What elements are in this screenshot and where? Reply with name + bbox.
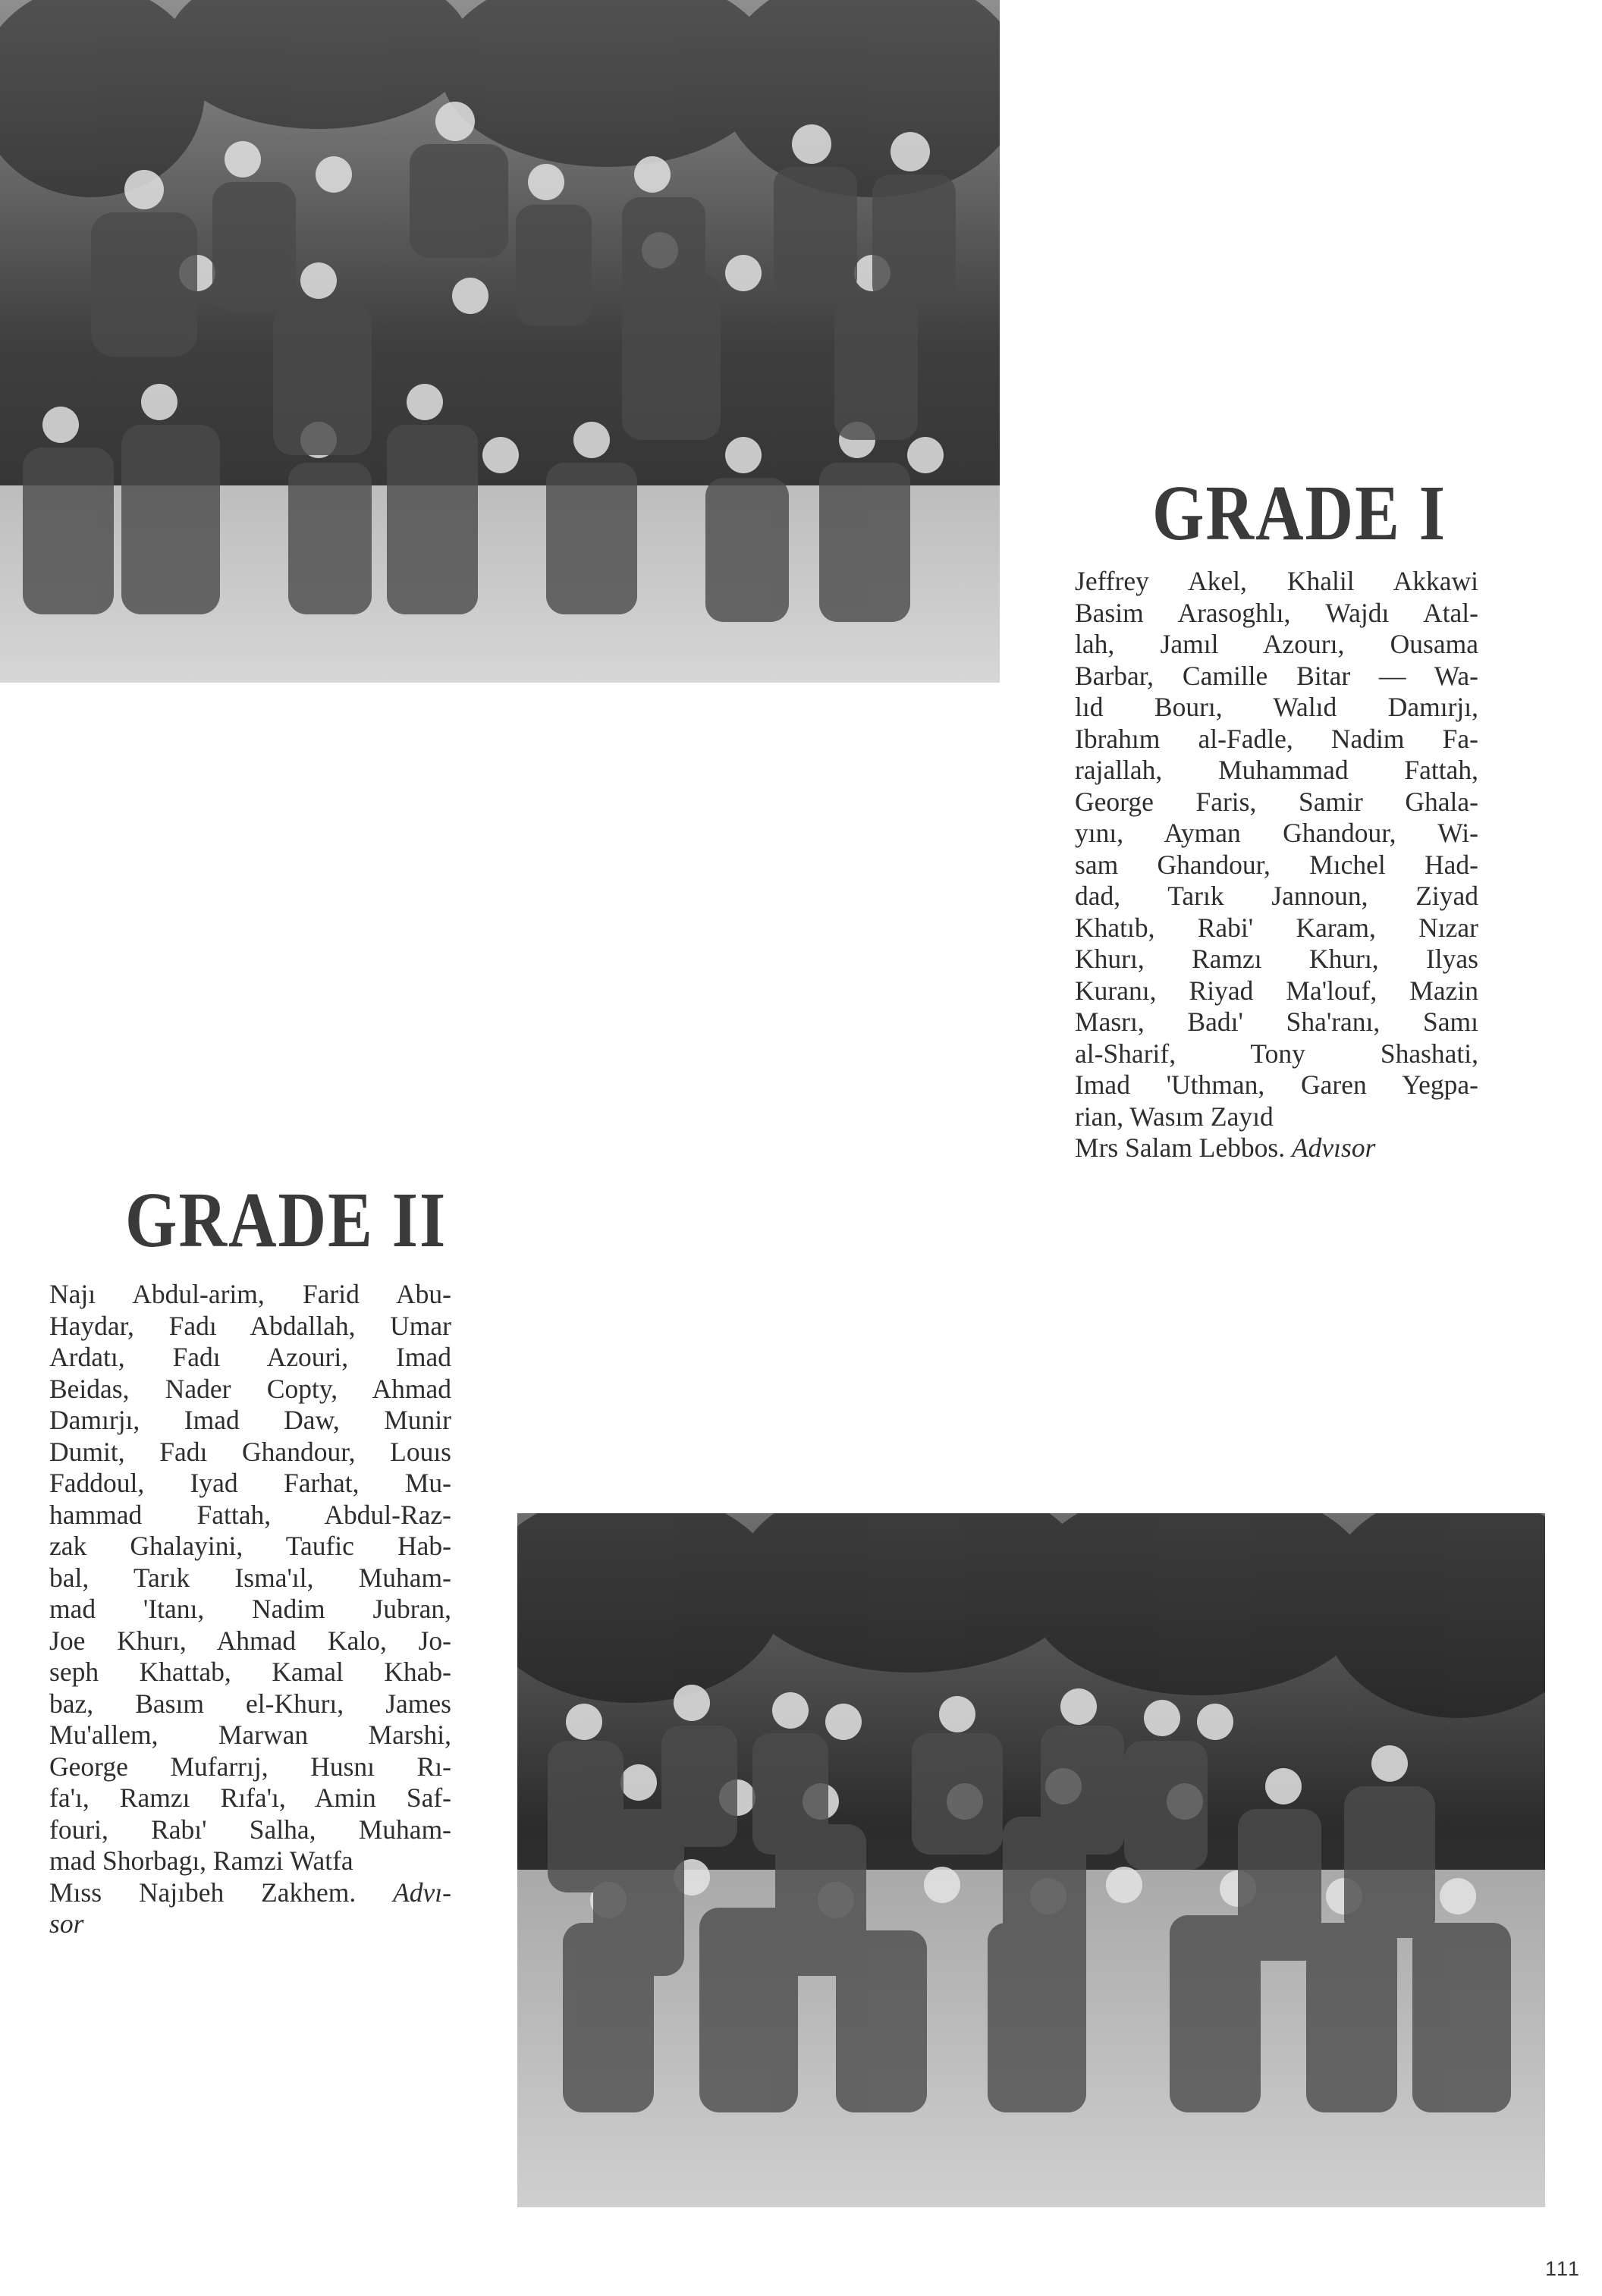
grade-2-names-line: Najı Abdul-arim, Farid Abu-: [49, 1279, 451, 1309]
grade-2-names-line: fouri, Rabı' Salha, Muham-: [49, 1814, 451, 1845]
grade-1-names-line: al-Sharif, Tony Shashati,: [1075, 1038, 1478, 1069]
grade-1-class-photo: [0, 0, 1000, 683]
grade-1-heading: GRADE I: [1152, 470, 1447, 558]
grade-2-advisor-role: Advı-: [393, 1877, 451, 1908]
grade-2-names-line: Dumit, Fadı Ghandour, Louıs: [49, 1436, 451, 1467]
grade-1-names-line: rajallah, Muhammad Fattah,: [1075, 755, 1478, 785]
grade-1-photo-placeholder: [0, 0, 1000, 683]
grade-2-names-line: mad Shorbagı, Ramzi Watfa: [49, 1845, 353, 1876]
grade-2-advisor-name: Mıss Najıbeh Zakhem.: [49, 1877, 357, 1908]
grade-2-names-line: Ardatı, Fadı Azouri, Imad: [49, 1342, 451, 1372]
grade-2-names-line: Faddoul, Iyad Farhat, Mu-: [49, 1468, 451, 1498]
grade-2-advisor: [49, 1877, 451, 1909]
grade-1-advisor-role: Advısor: [1291, 1132, 1376, 1163]
grade-1-names-line: Basim Arasoghlı, Wajdı Atal-: [1075, 597, 1478, 628]
grade-2-names-line: George Mufarrıj, Husnı Rı-: [49, 1751, 451, 1782]
grade-2-names-line: Mu'allem, Marwan Marshi,: [49, 1720, 451, 1750]
grade-1-names-line: George Faris, Samir Ghala-: [1075, 786, 1478, 817]
grade-1-names-line: Jeffrey Akel, Khalil Akkawi: [1075, 566, 1478, 596]
page-number: 111: [1544, 2257, 1581, 2280]
grade-2-names-line: seph Khattab, Kamal Khab-: [49, 1657, 451, 1687]
grade-2-class-photo: [517, 1513, 1545, 2207]
grade-2-heading: GRADE II: [125, 1177, 448, 1264]
grade-1-names-line: Imad 'Uthman, Garen Yegpa-: [1075, 1069, 1478, 1100]
grade-2-photo-placeholder: [517, 1513, 1545, 2207]
grade-1-names-line: Kuranı, Riyad Ma'louf, Mazin: [1075, 975, 1478, 1006]
grade-2-names-line: bal, Tarık Isma'ıl, Muham-: [49, 1562, 451, 1593]
grade-2-names-line: Haydar, Fadı Abdallah, Umar: [49, 1310, 451, 1341]
grade-1-names-line: Barbar, Camille Bitar — Wa-: [1075, 660, 1478, 691]
grade-2-names-line: baz, Basım el-Khurı, James: [49, 1688, 451, 1719]
grade-1-names-line: Khurı, Ramzı Khurı, Ilyas: [1075, 944, 1478, 974]
grade-1-names-line: Masrı, Badı' Sha'ranı, Samı: [1075, 1007, 1478, 1037]
grade-1-names-line: lah, Jamıl Azourı, Ousama: [1075, 629, 1478, 659]
grade-1-names-line: dad, Tarık Jannoun, Ziyad: [1075, 881, 1478, 911]
grade-2-names-line: hammad Fattah, Abdul-Raz-: [49, 1499, 451, 1530]
grade-1-names-line: lıd Bourı, Walıd Damırjı,: [1075, 692, 1478, 722]
grade-1-names-line: Ibrahım al-Fadle, Nadim Fa-: [1075, 723, 1478, 754]
grade-1-advisor-name: Mrs Salam Lebbos.: [1075, 1132, 1286, 1163]
grade-2-names-line: Damırjı, Imad Daw, Munir: [49, 1405, 451, 1435]
grade-2-names-line: Beidas, Nader Copty, Ahmad: [49, 1373, 451, 1404]
grade-2-names-line: Joe Khurı, Ahmad Kalo, Jo-: [49, 1625, 451, 1656]
grade-2-advisor-role-continued: sor: [49, 1908, 84, 1939]
grade-2-names-line: mad 'Itanı, Nadim Jubran,: [49, 1594, 451, 1624]
grade-1-names-line: yını, Ayman Ghandour, Wi-: [1075, 818, 1478, 848]
grade-1-names-line: rian, Wasım Zayıd: [1075, 1101, 1274, 1132]
grade-1-advisor: [1075, 1132, 1478, 1164]
grade-1-names-line: sam Ghandour, Mıchel Had-: [1075, 849, 1478, 880]
grade-1-student-list: [1075, 566, 1478, 1164]
grade-2-student-list: [49, 1279, 451, 1940]
grade-1-names-line: Khatıb, Rabi' Karam, Nızar: [1075, 912, 1478, 943]
grade-2-names-line: fa'ı, Ramzı Rıfa'ı, Amin Saf-: [49, 1782, 451, 1813]
grade-2-names-line: zak Ghalayini, Taufic Hab-: [49, 1531, 451, 1561]
